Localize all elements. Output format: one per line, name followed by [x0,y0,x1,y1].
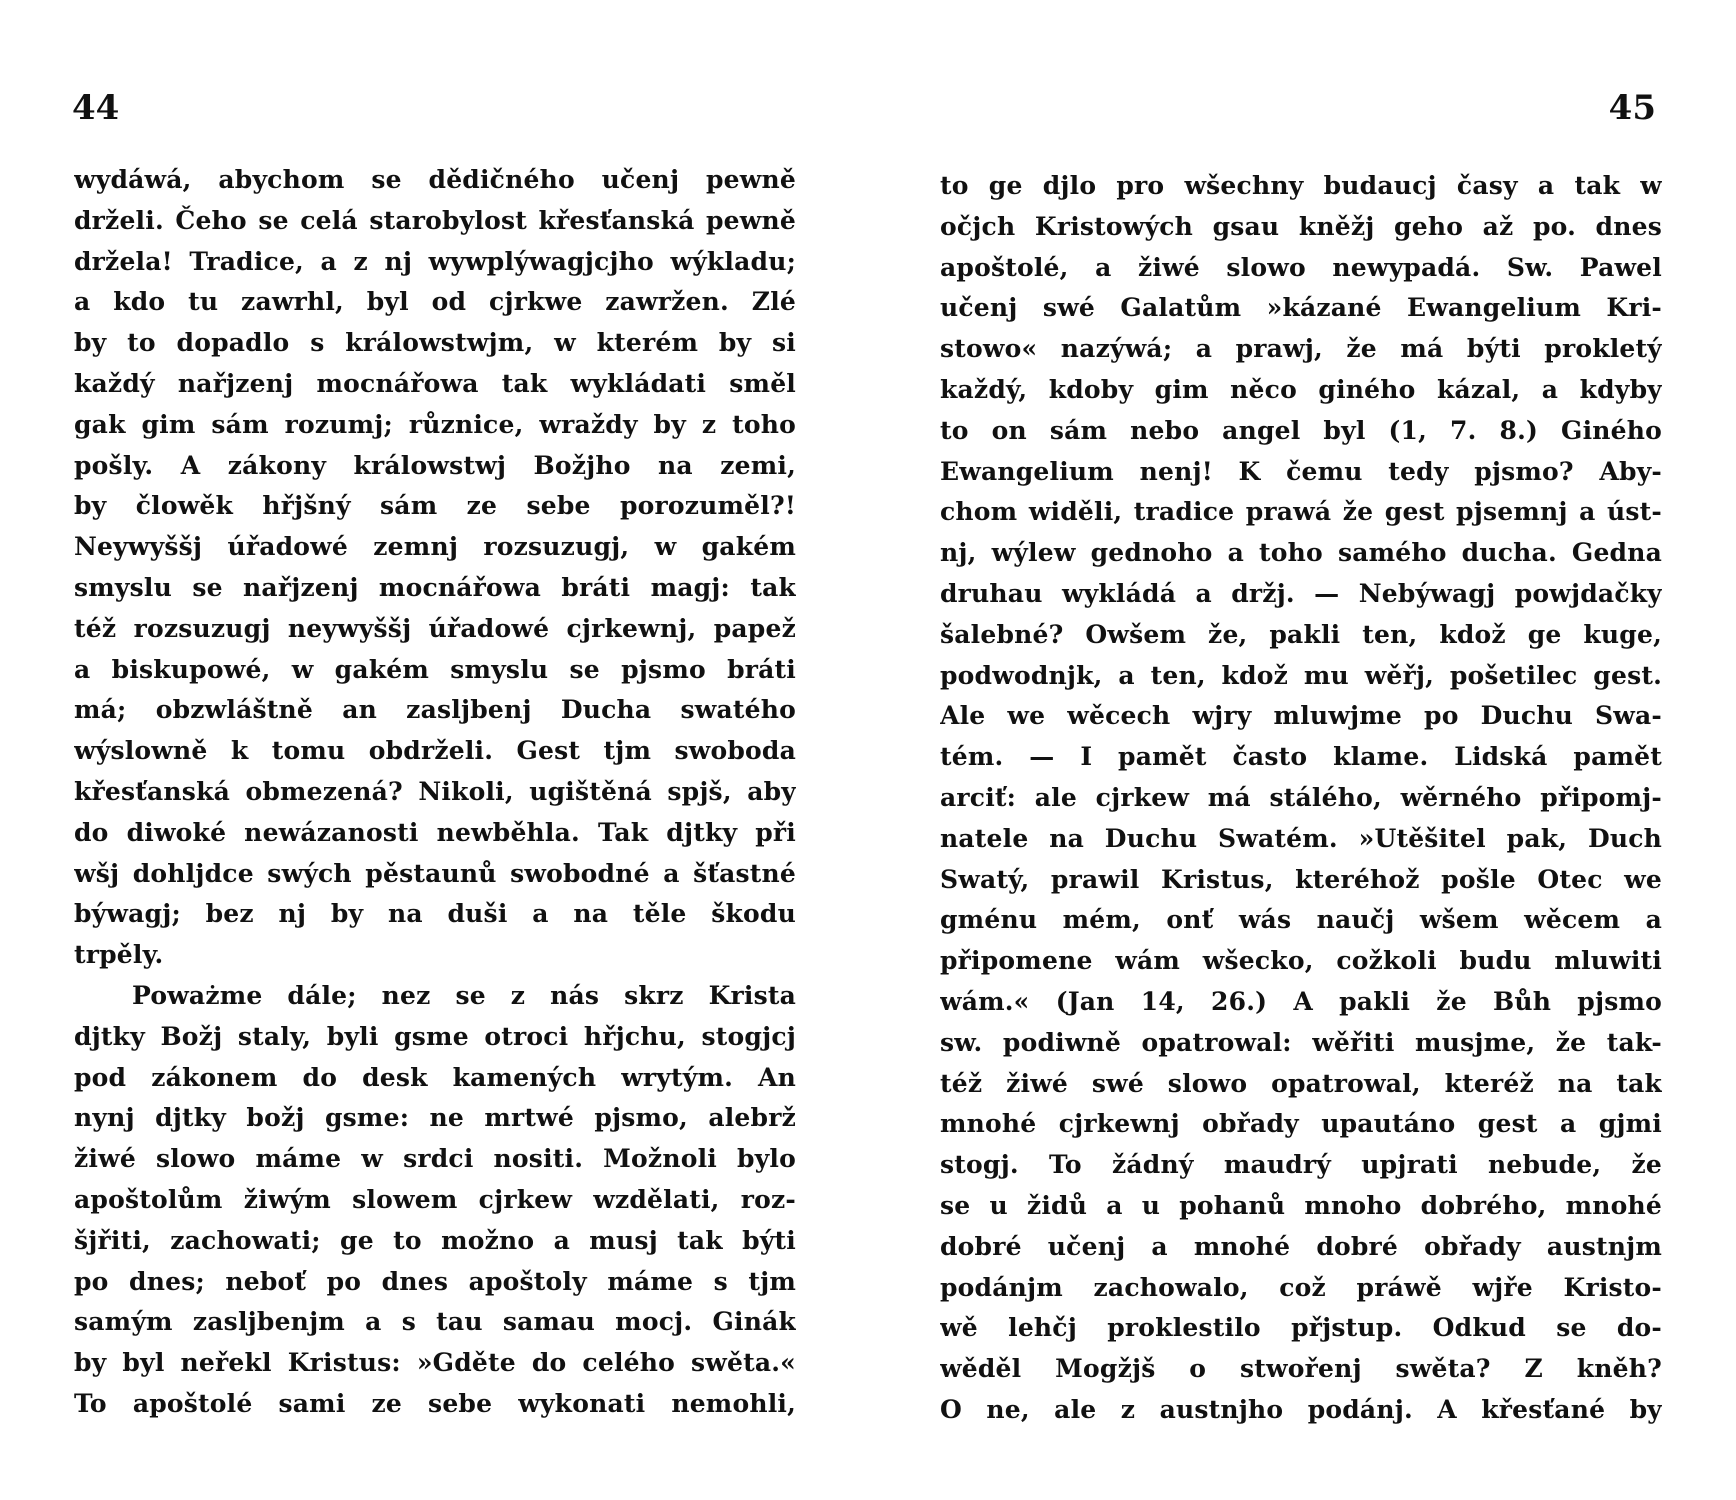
text-line: apoštolé, a žiwé slowo newypadá. Sw. Pawel [940,252,1662,282]
text-line: sw. podiwně opatrowal: wěřiti musjme, že tak- [940,1027,1662,1057]
text-line: arciť: ale cjrkew má stálého, wěrného připomj- [940,782,1662,812]
text-line: každý, kdoby gim něco giného kázal, a kdyby [940,374,1662,404]
text-line: se u židů a u pohanů mnoho dobrého, mnohé [940,1190,1662,1220]
text-line: každý nařjzenj mocnářowa tak wykládati směl [74,368,796,398]
text-line: Ale we wěcech wjry mluwjme po Duchu Swa- [940,701,1662,731]
text-line: stogj. To žádný maudrý upjrati nebude, že [940,1150,1662,1180]
text-line: to ge djlo pro wšechny budaucj časy a tak w [940,171,1662,200]
text-line: též žiwé swé slowo opatrowal, kteréž na tak [940,1068,1662,1098]
text-line: tém. — I pamět často klame. Lidská pamět [940,742,1662,772]
text-line: žiwé slowo máme w srdci nositi. Možnoli bylo [74,1144,796,1174]
text-line: dobré učenj a mnohé dobré obřady austnjm [940,1231,1662,1261]
text-line: gménu mém, onť wás naučj wšem wěcem a [940,905,1662,935]
text-line: mnohé cjrkewnj obřady upautáno gest a gjmi [940,1109,1662,1139]
text-line: trpěly. [74,940,164,970]
right-page-number: 45 [1608,88,1656,128]
text-line: stowo« nazýwá; a prawj, že má býti prokletý [940,334,1662,364]
text-line: by člowěk hřjšný sám ze sebe porozuměl?! [74,491,796,521]
left-page-number: 44 [72,88,120,128]
text-line: učenj swé Galatům »kázané Ewangelium Kri- [940,293,1662,323]
right-page-text [940,166,1662,1431]
text-line: pošly. A zákony králowstwj Božjho na zemi, [74,450,796,480]
text-line: Ewangelium nenj! K čemu tedy pjsmo? Aby- [940,456,1662,486]
text-line: Neywyššj úřadowé zemnj rozsuzugj, w gakém [74,532,796,562]
text-line: djtky Božj staly, byli gsme otroci hřjchu, stogjcj [74,1021,796,1051]
left-page-text [74,160,796,1425]
text-line: býwagj; bez nj by na duši a na těle škodu [74,899,796,929]
text-line: podwodnjk, a ten, kdož mu wěřj, pošetilec gest. [940,660,1662,690]
text-line: nj, wýlew gednoho a toho samého ducha. Gedna [940,538,1662,568]
text-line: druhau wykládá a držj. — Nebýwagj powjdačky [940,578,1662,608]
text-line: držela! Tradice, a z nj wywplýwagjcjho wýkladu; [74,246,796,276]
text-line: očjch Kristowých gsau kněžj geho až po. dnes [940,211,1662,241]
text-line: wydáwá, abychom se dědičného učenj pewně [74,165,796,194]
text-line: to on sám nebo angel byl (1, 7. 8.) Giného [940,415,1662,445]
text-line: drželi. Čeho se celá starobylost křesťanská pewně [74,205,796,235]
text-line: podánjm zachowalo, což práwě wjře Kristo- [940,1272,1662,1302]
text-line: připomene wám wšecko, cožkoli budu mluwiti [940,946,1662,976]
paragraph-start-line: Poważme dále; nez se z nás skrz Krista [132,980,796,1010]
text-line: O ne, ale z austnjho podánj. A křesťané by [940,1394,1662,1424]
text-line: wšj dohljdce swých pěstaunů swobodné a šťastné [74,858,796,888]
text-line: gak gim sám rozumj; různice, wraždy by z toho [74,409,796,439]
text-line: též rozsuzugj neywyššj úřadowé cjrkewnj, papež [74,613,796,643]
text-line: šalebné? Owšem že, pakli ten, kdož ge kuge, [940,619,1662,649]
text-line: natele na Duchu Swatém. »Utěšitel pak, Duch [940,823,1662,853]
text-line: apoštolům žiwým slowem cjrkew wzdělati, roz- [74,1184,796,1214]
text-line: smyslu se nařjzenj mocnářowa bráti magj: tak [74,572,796,602]
text-line: To apoštolé sami ze sebe wykonati nemohli, [74,1388,796,1418]
text-line: pod zákonem do desk kamených wrytým. An [74,1062,796,1092]
text-line: wám.« (Jan 14, 26.) A pakli že Bůh pjsmo [940,986,1662,1016]
text-line: wěděl Mogžjš o stwořenj swěta? Z kněh? [940,1354,1662,1384]
text-line: a kdo tu zawrhl, byl od cjrkwe zawržen. Zlé [74,287,796,317]
text-line: chom widěli, tradice prawá že gest pjsemnj a úst- [940,497,1662,527]
text-line: po dnes; neboť po dnes apoštoly máme s tjm [74,1266,796,1296]
text-line: by to dopadlo s králowstwjm, w kterém by si [74,328,796,358]
text-line: samým zasljbenjm a s tau samau mocj. Ginák [74,1307,796,1337]
text-line: wě lehčj proklestilo přjstup. Odkud se do- [940,1313,1662,1343]
text-line: křesťanská obmezená? Nikoli, ugištěná spjš, aby [74,776,796,806]
text-line: wýslowně k tomu obdrželi. Gest tjm swoboda [74,736,796,766]
text-line: by byl neřekl Kristus: »Gděte do celého swěta.« [74,1348,796,1378]
text-line: a biskupowé, w gakém smyslu se pjsmo bráti [74,654,796,684]
right-page [868,0,1736,1500]
text-line: nynj djtky božj gsme: ne mrtwé pjsmo, alebrž [74,1103,796,1133]
text-line: má; obzwláštně an zasljbenj Ducha swatého [74,695,796,725]
text-line: šjřiti, zachowati; ge to možno a musj tak býti [74,1225,796,1255]
text-line: do diwoké newázanosti newběhla. Tak djtky při [74,817,796,847]
text-line: Swatý, prawil Kristus, kteréhož pošle Otec we [940,864,1662,894]
